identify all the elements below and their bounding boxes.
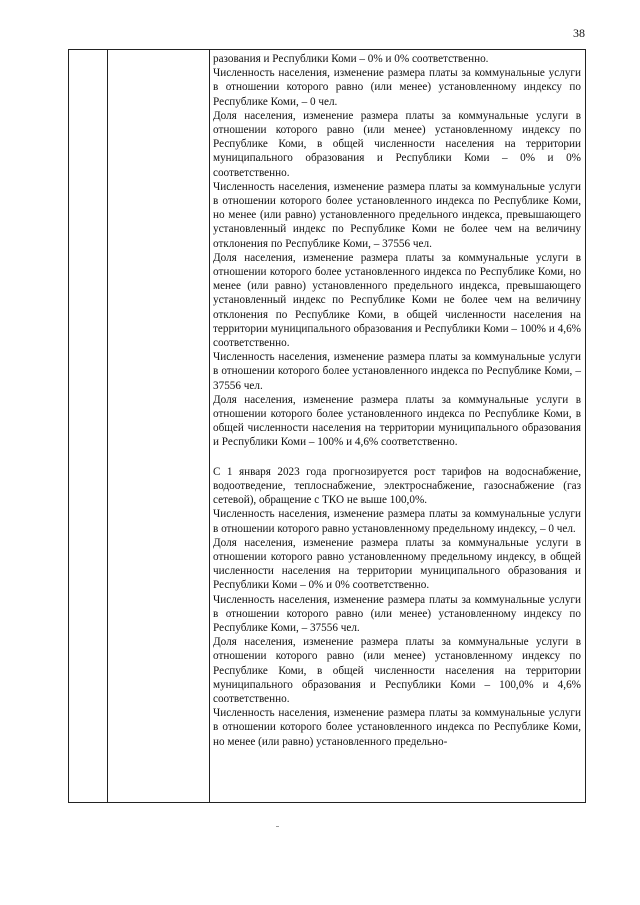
paragraph: С 1 января 2023 года прогнозируется рост тарифов на водоснабжение, водоотведение, теплоснабжение, электроснабжение, газоснабжение (газ сетевой), обращение с ТКО не выше 100,0%. [213,465,581,507]
table-bottom-border [68,802,586,803]
paragraph: Доля населения, изменение размера платы за коммунальные услуги в отношении которого более установленного индекса по Республике Коми, в общей численности населения на территории муниципального образования и Республики Коми – 100% и 4,6% соответственно. [213,393,581,449]
column-divider-2 [209,49,210,803]
paragraph: Численность населения, изменение размера платы за коммунальные услуги в отношении которого равно (или менее) установленному индексу по Республике Коми, – 37556 чел. [213,593,581,634]
paragraph: Доля населения, изменение размера платы за коммунальные услуги в отношении которого равно (или менее) установленному индексу по Республике Коми, в общей численности населения на территории муниципального образования и Республики Коми – 0% и 0% соответственно. [213,109,581,179]
page-number: 38 [573,26,585,40]
paragraph: Доля населения, изменение размера платы за коммунальные услуги в отношении которого равно (или менее) установленному индексу по Республике Коми, в общей численности населения на территории муниципального образования и Республики Коми – 100,0% и 4,6% соответственно. [213,636,581,705]
table-right-border [585,49,586,803]
text-cell [213,52,581,749]
paragraph: Доля населения, изменение размера платы за коммунальные услуги в отношении которого равно установленному предельному индексу, в общей численности населения на территории муниципального образования и Республики Коми – 0% и 0% соответственно. [213,536,581,592]
paragraph: Численность населения, изменение размера платы за коммунальные услуги в отношении которого более установленного индекса по Республике Коми, но менее (или равно) установленного предельно- [213,707,581,748]
paragraph: Численность населения, изменение размера платы за коммунальные услуги в отношении которого равно (или менее) установленному индексу по Республике Коми, – 0 чел. [213,67,581,108]
scan-speck [276,826,279,827]
document-table [68,49,586,803]
paragraph: Численность населения, изменение размера платы за коммунальные услуги в отношении которого равно установленному предельному индексу, – 0 чел. [213,508,581,535]
paragraph: разования и Республики Коми – 0% и 0% соответственно. [213,53,489,65]
column-divider-1 [107,49,108,803]
paragraph: Численность населения, изменение размера платы за коммунальные услуги в отношении которого более установленного индекса по Республике Коми, но менее (или равно) установленного предельного индекса, превышающего установленный индекс по Республике Коми не более чем на величину отклонения по Республике Коми, – 37556 чел. [213,180,581,250]
table-top-border [68,49,586,50]
paragraph: Доля населения, изменение размера платы за коммунальные услуги в отношении которого более установленного индекса по Республике Коми, но менее (или равно) установленного предельного индекса, превышающего установленный индекс по Республике Коми не более чем на величину отклонения по Республике Коми, в общей численности населения на территории муниципального образования и Республики Коми – 100% и 4,6% соответственно. [213,251,581,350]
paragraph: Численность населения, изменение размера платы за коммунальные услуги в отношении которого более установленного индекса по Республике Коми, – 37556 чел. [213,351,581,392]
table-left-border [68,49,69,803]
